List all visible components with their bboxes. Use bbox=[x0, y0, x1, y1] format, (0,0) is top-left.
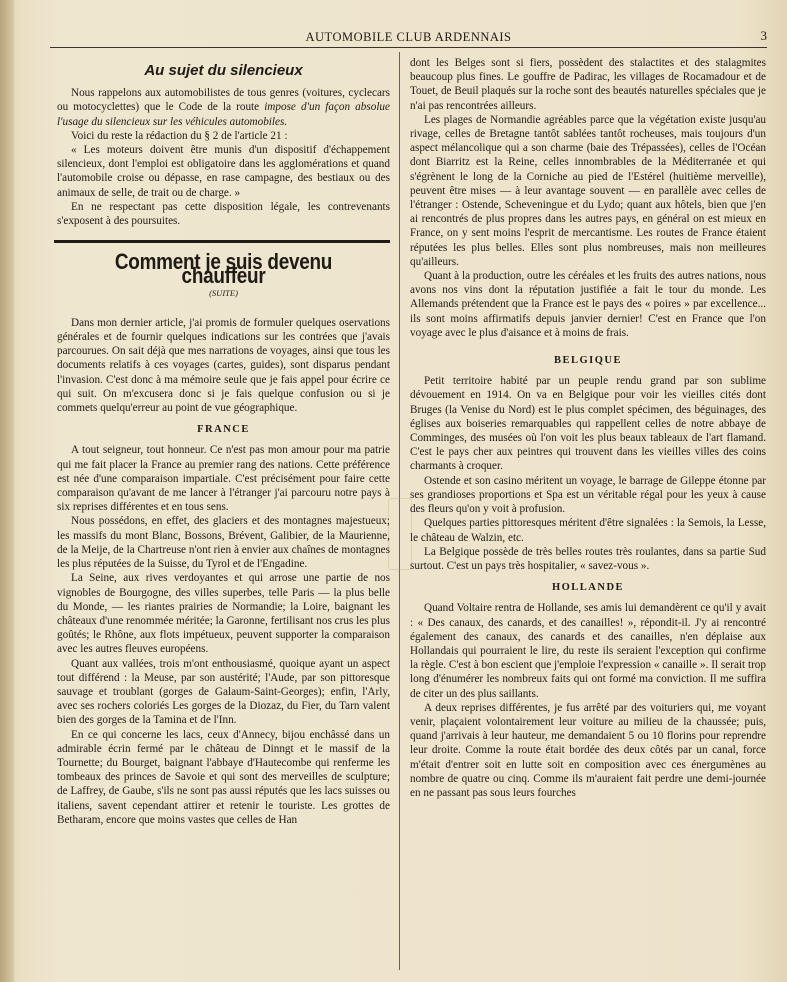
silencieux-p1-text: Nous rappelons aux automobilistes de tous genres (voitures, cyclecars ou motocyclettes) que le Code de la route bbox=[57, 87, 390, 114]
right-paragraph-1: dont les Belges sont si fiers, possèdent des stalactites et des stalagmites beaucoup plus fines. Le gouffre de Padirac, les villages de Rocamadour et de Touet, de Beuil plaqués sur la roche sont des beautés naturelles spéciales que je n'ai pas rencontrées ailleurs. bbox=[410, 57, 766, 112]
belgique-paragraph-1: Petit territoire habité par un peuple rendu grand par son sublime dévouement en 1914. On va en Belgique pour voir les vieilles cités dont Bruges (la Venise du Nord) est le plus complet spécimen, des béguinages, des églises aux boiseries remarquables qui rappellent celles de notre abbaye de Comminges, des musées où l'on voit les plus beaux tableaux de l'art flamand. C'est le pays cher aux peintres qui trouvent dans les vieilles villes des coins charmants à croquer. bbox=[410, 375, 766, 473]
belgique-paragraph-3: Quelques parties pittoresques méritent d'être signalées : la Semois, la Lesse, le château de Walzin, etc. bbox=[410, 517, 766, 544]
silencieux-title: Au sujet du silencieux bbox=[144, 62, 303, 79]
france-paragraph-1: A tout seigneur, tout honneur. Ce n'est pas mon amour pour ma patrie qui me fait placer la France au premier rang des nations. Cette préférence est née d'une comparaison impartiale. C'est précisément pour faire cette comparaison qu'avant de me lancer à l'étranger j'ai parcouru notre pays à six reprises différentes et en tous sens. bbox=[57, 444, 390, 514]
silencieux-paragraph-4: En ne respectant pas cette disposition légale, les contrevenants s'exposent à des poursuites. bbox=[57, 200, 390, 228]
page-number: 3 bbox=[760, 28, 767, 43]
france-paragraph-4: Quant aux vallées, trois m'ont enthousiasmé, quoique ayant un aspect tout différend : la Meuse, par son austérité; l'Aude, par son pittoresque sauvage et troublant (gorges de Galaum-Saint-Georges); enfin, l'Arly, avec ses rochers coloriés Les gorges de la Diozaz, du Fier, du Tarn valent bien des gorges de la Tamina et de l'Inn. bbox=[57, 657, 390, 727]
belgique-heading: BELGIQUE bbox=[553, 355, 623, 367]
belgique-paragraph-4: La Belgique possède de très belles routes très roulantes, dans sa partie Sud surtout. C'est un pays très hospitalier, « savez-vous ». bbox=[410, 545, 766, 572]
header-rule bbox=[50, 47, 767, 48]
library-stamp bbox=[388, 498, 412, 570]
page-header bbox=[50, 24, 767, 46]
silencieux-paragraph-1 bbox=[57, 86, 390, 129]
article-intro: Dans mon dernier article, j'ai promis de formuler quelques oservations générales et de fournir quelques indications sur les contrées que j'avais parcourues. On sait déjà que mes narrations de voyages, ainsi que tous les documents relatifs à ces voyages (cartes, guides), sont disparus pendant l'invasion. C'est donc à ma mémoire seule que je fais appel pour écrire ce qui suit. On m'excusera donc si je fais quelque confusion ou si je commets quelqu'erreur au point de vue géographique. bbox=[57, 316, 390, 415]
article-title: Comment je suis devenu chauffeur bbox=[114, 249, 333, 289]
right-paragraph-2: Les plages de Normandie agréables parce que la végétation existe jusqu'au rivage, celles de Bretagne tantôt sablées tantôt rocheuses, mais toujours d'un aspect mélancolique qui a son charme (baie des Trépassées), celles de l'Océan dont Biarritz est la Reine, celles innombrables de la Méditerranée et qui s'égrènent le long de la Corniche au pied de l'Estérel (huitième merveille), peuvent être mises — à leur avantage souvent — en parallèle avec celles de l'étranger : Ostende, Scheveningue et du Lydo; quant aux hôtels, bien que j'en ai rencontrés de plus propres dans les autres pays, en général on est mieux en France, on y sent moins l'esprit de mercantisme. Les routes de France étaient réputées les plus belles. Elles sont plus nombreuses, mais non meilleures qu'ailleurs. bbox=[410, 113, 766, 268]
hollande-heading: HOLLANDE bbox=[551, 582, 625, 594]
right-paragraph-3: Quant à la production, outre les céréales et les fruits des autres nations, nous avons nos vins dont la réputation justifiée a fait le tour du monde. Les Allemands prétendent que la France est le pays des « poires » par excellence... ils sont moins affirmatifs depuis janvier dernier! C'est en France que l'on voyage avec le plus d'aisance et à moins de frais. bbox=[410, 270, 766, 339]
page-binding bbox=[0, 0, 14, 982]
section-divider bbox=[54, 240, 390, 243]
hollande-paragraph-2: A deux reprises différentes, je fus arrêté par des voituriers qui, me voyant venir, plaçaient volontairement leur voiture au milieu de la chaussée; puis, quand j'arrivais à leur hauteur, me demandaient 5 ou 10 florins pour reprendre leur droite. Comme la route était bordée des deux côtés par un canal, force m'était d'entrer soit en lutte soit en composition avec ces énergumènes au nombre de quatre ou cinq. Comme ils m'auraient fait perdre une demi-journée en ne passant pas sous leurs fourches bbox=[410, 701, 766, 799]
hollande-paragraph-1: Quand Voltaire rentra de Hollande, ses amis lui demandèrent ce qu'il y avait : « Des canaux, des canards, et des canailles! », répondit-il. J'y ai rencontré également des canaux, des canards et des canailles, n'en déplaise aux Hollandais qui pourraient le lire, du reste ils seraient l'exception qui confirme la règle. C'est à bon escient que j'emploie l'expression « canaille ». Il serait trop long d'énumérer les nombreux faits qui ont formé ma conviction. Il me suffira de citer un des plus saillants. bbox=[410, 602, 766, 700]
france-paragraph-5: En ce qui concerne les lacs, ceux d'Annecy, bijou enchâssé dans un admirable écrin fermé par le château de Dinngt et le massif de la Tournette; du Bourget, baignant l'abbaye d'Hautecombe qui renferme les tombeaux des princes de Savoie et qui sont des merveilles de sculpture; de Laffrey, de Gaube, s'ils ne sont pas aussi réputés que les lacs suisses ou italiens, savent cependant attirer et retenir le touriste. Les grottes de Betharam, encore que moins vastes que celles de Han bbox=[57, 728, 390, 826]
silencieux-paragraph-3: « Les moteurs doivent être munis d'un dispositif d'échappement silencieux, dont l'emploi est obligatoire dans les agglomérations et quand l'automobile croise ou dépasse, en rase campagne, des bestiaux ou des animaux de selle, de trait ou de charge. » bbox=[57, 144, 390, 199]
silencieux-p1-italic: impose d'un façon absolue l'usage du silencieux sur les véhicules automobiles. bbox=[57, 101, 390, 128]
france-paragraph-3: La Seine, aux rives verdoyantes et qui arrose une partie de nos vignobles de Bourgogne, des villes superbes, telle Paris — la plus belle du Monde, — les riantes prairies de Normandie; la Loire, baignant les châteaux d'une renommée méritée; la Garonne, fertilisant nos crus les plus goûtés; le Rhône, aux flots impétueux, peuvent supporter la comparaison avec les autres fleuves européens. bbox=[57, 572, 390, 656]
france-paragraph-2: Nous possédons, en effet, des glaciers et des montagnes majestueux; les massifs du mont Blanc, Bossons, Brévent, Galibier, de la Maurienne, de la Meije, de la Chartreuse n'ont rien à envier aux chaînes de montagnes les plus réputées de la Suisse, du Tyrol et de l'Engadine. bbox=[57, 515, 390, 571]
journal-title: AUTOMOBILE CLUB ARDENNAIS bbox=[305, 30, 512, 44]
article-suite: (SUITE) bbox=[209, 287, 238, 298]
silencieux-paragraph-2: Voici du reste la rédaction du § 2 de l'article 21 : bbox=[71, 129, 288, 142]
left-column bbox=[57, 56, 390, 827]
belgique-paragraph-2: Ostende et son casino méritent un voyage, le barrage de Gileppe étonne par ses grandioses proportions et Spa est un véritable régal pour les yeux à cause des fleurs qu'on y voit à profusion. bbox=[410, 474, 766, 516]
right-column bbox=[410, 56, 766, 800]
france-heading: FRANCE bbox=[197, 424, 250, 436]
